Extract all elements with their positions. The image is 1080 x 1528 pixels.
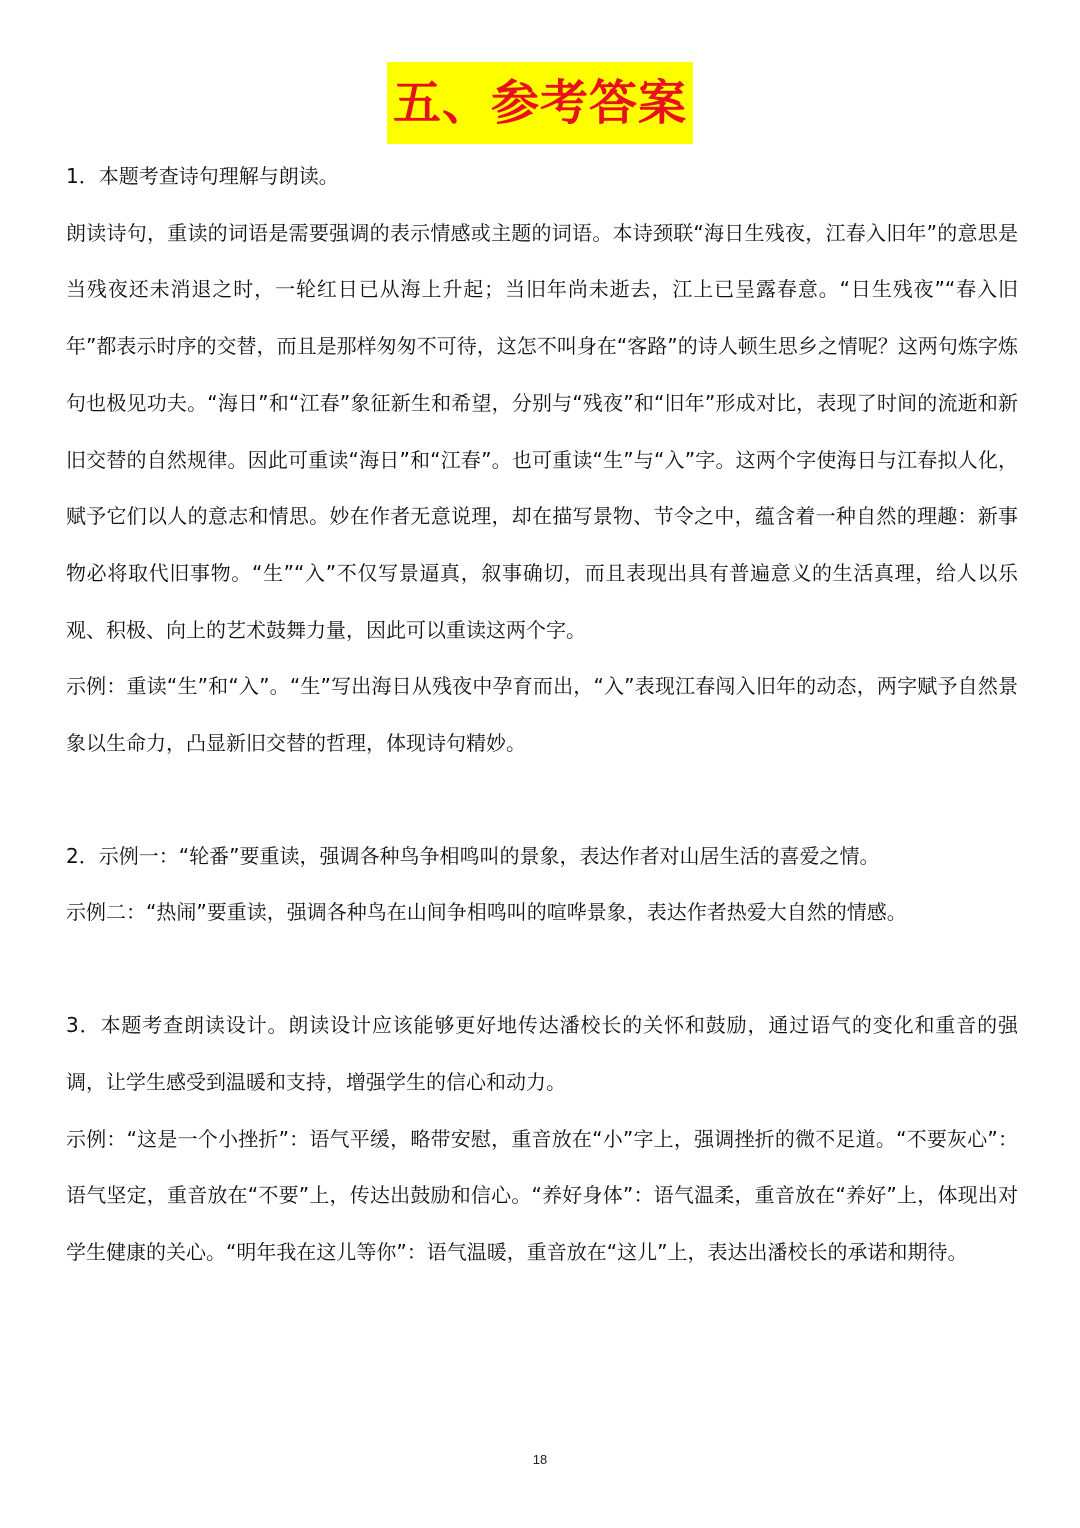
- section-spacer: [66, 941, 1018, 997]
- answer-2-example-1: 2．示例一：“轮番”要重读，强调各种鸟争相鸣叫的景象，表达作者对山居生活的喜爱之情。: [66, 843, 880, 868]
- answer-3-explanation: 3．本题考查朗读设计。朗读设计应该能够更好地传达潘校长的关怀和鼓励，通过语气的变化和重音的强调，让学生感受到温暖和支持，增强学生的信心和动力。: [66, 1013, 1018, 1094]
- answer-1-explanation: 朗读诗句，重读的词语是需要强调的表示情感或主题的词语。本诗颈联“海日生残夜，江春入旧年”的意思是当残夜还未消退之时，一轮红日已从海上升起；当旧年尚未逝去，江上已呈露春意。“日生残夜”“春入旧年”都表示时序的交替，而且是那样匆匆不可待，这怎不叫身在“客路”的诗人顿生思乡之情呢？这两句炼字炼句也极见功夫。“海日”和“江春”象征新生和希望，分别与“残夜”和“旧年”形成对比，表现了时间的流逝和新旧交替的自然规律。因此可重读“海日”和“江春”。也可重读“生”与“入”字。这两个字使海日与江春拟人化，赋予它们以人的意志和情思。妙在作者无意说理，却在描写景物、节令之中，蕴含着一种自然的理趣：新事物必将取代旧事物。“生”“入”不仅写景逼真，叙事确切，而且表现出具有普遍意义的生活真理，给人以乐观、积极、向上的艺术鼓舞力量，因此可以重读这两个字。: [66, 220, 1018, 642]
- answer-1-example: 示例：重读“生”和“入”。“生”写出海日从残夜中孕育而出，“入”表现江春闯入旧年的动态，两字赋予自然景象以生命力，凸显新旧交替的哲理，体现诗句精妙。: [66, 674, 1018, 756]
- answer-content: [66, 148, 1018, 1281]
- answer-section-3: [66, 997, 1018, 1281]
- answer-section-2: [66, 828, 1018, 941]
- page-title: 五、参考答案: [387, 62, 693, 144]
- answer-section-1: [66, 148, 1018, 772]
- answer-2-example-2: 示例二：“热闹”要重读，强调各种鸟在山间争相鸣叫的喧哗景象，表达作者热爱大自然的情感。: [66, 900, 907, 925]
- answer-1-heading: 1．本题考查诗句理解与朗读。: [66, 164, 339, 188]
- answer-3-example: 示例：“这是一个小挫折”：语气平缓，略带安慰，重音放在“小”字上，强调挫折的微不足道。“不要灰心”：语气坚定，重音放在“不要”上，传达出鼓励和信心。“养好身体”：语气温柔，重音放在“养好”上，体现出对学生健康的关心。“明年我在这儿等你”：语气温暖，重音放在“这儿”上，表达出潘校长的承诺和期待。: [66, 1126, 1018, 1264]
- section-spacer: [66, 772, 1018, 828]
- page-number: 18: [532, 1452, 548, 1467]
- title-wrapper: [0, 62, 1080, 144]
